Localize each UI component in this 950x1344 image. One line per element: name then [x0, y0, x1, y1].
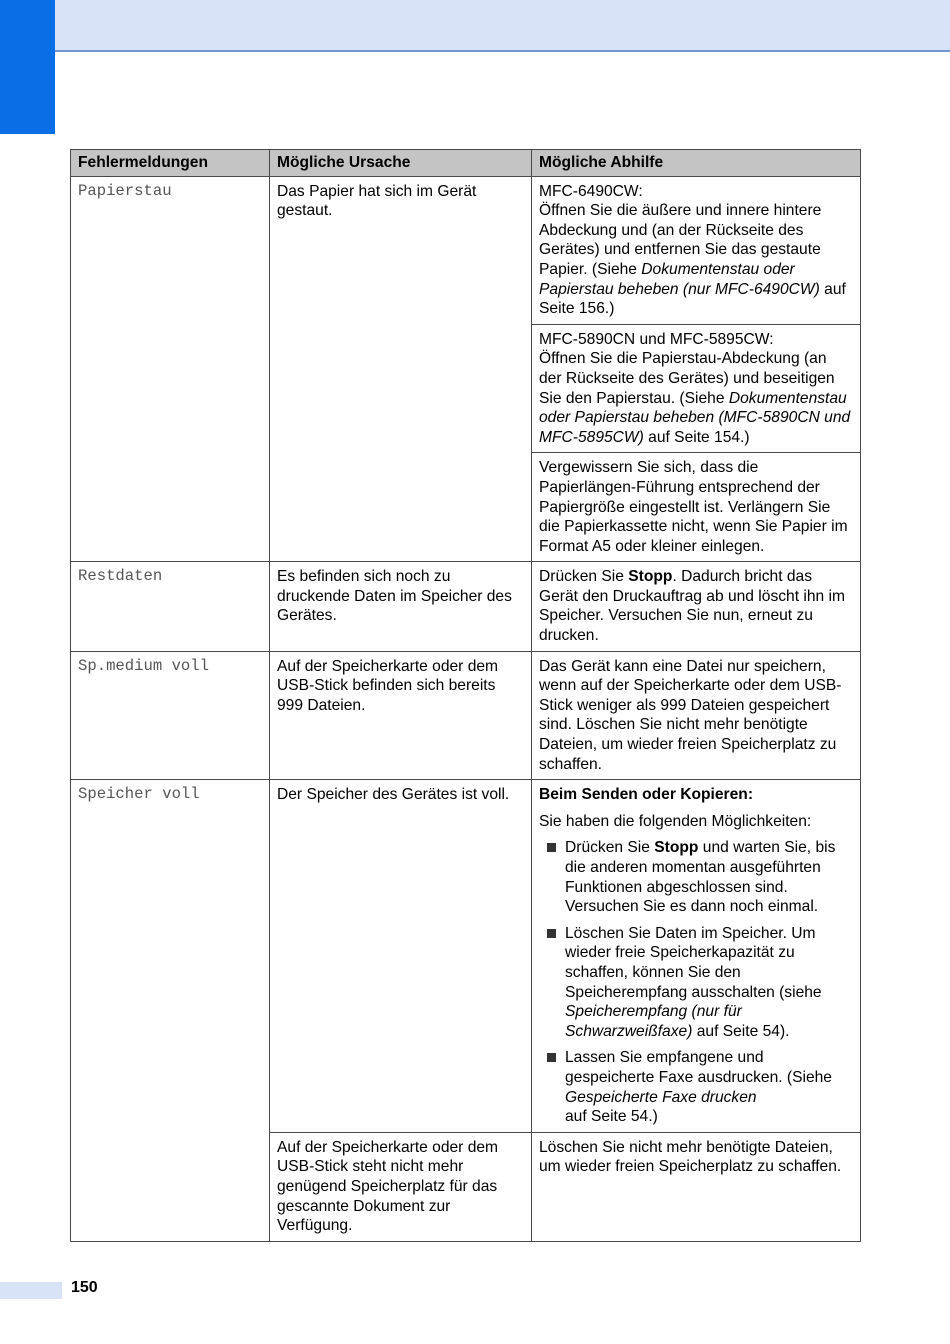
table-row [71, 780, 861, 1133]
remedy-cell: Das Gerät kann eine Datei nur speichern, wenn auf der Speicherkarte oder dem USB-Stick weniger als 999 Dateien gespeichert sind. Löschen Sie nicht mehr benötigte Dateien, um wieder freien Speicherplatz zu schaffen. [532, 651, 861, 780]
header-possible-remedy: Mögliche Abhilfe [532, 150, 861, 177]
cross-reference: Speicherempfang (nur für Schwarzweißfaxe) [565, 1003, 742, 1040]
page-number-bar [0, 1282, 62, 1299]
cause-cell: Es befinden sich noch zu druckende Daten im Speicher des Gerätes. [270, 562, 532, 651]
remedy-cell [532, 176, 861, 324]
remedy-text: Öffnen Sie die äußere und innere hintere Abdeckung und (an der Rückseite des Gerätes) und entfernen Sie das gestaute Papier. (Siehe Dokumentenstau oder Papierstau beheben (nur MFC-6490CW) auf Seite 156.) [539, 202, 846, 318]
bullet-square-icon [547, 1053, 556, 1062]
list-item: Löschen Sie Daten im Speicher. Um wieder freie Speicherkapazität zu schaffen, können Sie den Speicherempfang ausschalten (siehe Speicherempfang (nur für Schwarzweißfaxe) auf Seite 54). [539, 924, 853, 1042]
table-row [71, 651, 861, 780]
cause-cell: Das Papier hat sich im Gerät gestaut. [270, 176, 532, 562]
remedy-cell [532, 324, 861, 453]
error-message: Restdaten [71, 562, 270, 651]
header-error-messages: Fehlermeldungen [71, 150, 270, 177]
cause-cell: Der Speicher des Gerätes ist voll. [270, 780, 532, 1133]
remedy-heading: Beim Senden oder Kopieren: [539, 786, 754, 804]
table-row [71, 562, 861, 651]
cross-reference: Dokumentenstau oder Papierstau beheben (nur MFC-6490CW) [539, 260, 820, 298]
remedy-cell: Vergewissern Sie sich, dass die Papierlängen-Führung entsprechend der Papiergröße eingestellt ist. Verlängern Sie die Papierkassette nicht, wenn Sie Papier im Format A5 oder kleiner einlegen. [532, 453, 861, 562]
list-item: Lassen Sie empfangene und gespeicherte Faxe ausdrucken. (Siehe Gespeicherte Faxe drucken auf Seite 54.) [539, 1048, 853, 1126]
model-label: MFC-5890CN und MFC-5895CW: [539, 330, 774, 348]
error-messages-table [70, 149, 861, 1242]
error-message: Speicher voll [71, 780, 270, 1241]
error-message: Sp.medium voll [71, 651, 270, 780]
cause-cell: Auf der Speicherkarte oder dem USB-Stick steht nicht mehr genügend Speicherplatz für das gescannte Dokument zur Verfügung. [270, 1132, 532, 1241]
bullet-square-icon [547, 843, 556, 852]
key-label: Stopp [654, 839, 699, 857]
bullet-square-icon [547, 929, 556, 938]
list-item: Drücken Sie Stopp und warten Sie, bis die anderen momentan ausgeführten Funktionen abgeschlossen sind. Versuchen Sie es dann noch einmal. [539, 838, 853, 916]
chapter-tab [0, 0, 55, 134]
remedy-cell: Drücken Sie Stopp. Dadurch bricht das Gerät den Druckauftrag ab und löscht ihn im Speicher. Versuchen Sie nun, erneut zu drucken. [532, 562, 861, 651]
key-label: Stopp [628, 568, 673, 586]
header-band [55, 0, 950, 52]
remedy-text: Öffnen Sie die Papierstau-Abdeckung (an der Rückseite des Gerätes) und beseitigen Sie den Papierstau. (Siehe Dokumentenstau oder Papierstau beheben (MFC-5890CN und MFC-5895CW) auf Seite 154.) [539, 350, 851, 446]
header-possible-cause: Mögliche Ursache [270, 150, 532, 177]
model-label: MFC-6490CW: [539, 182, 643, 200]
cross-reference: Dokumentenstau oder Papierstau beheben (MFC-5890CN und MFC-5895CW) [539, 389, 851, 446]
table-row [71, 176, 861, 324]
error-message: Papierstau [71, 176, 270, 562]
cause-cell: Auf der Speicherkarte oder dem USB-Stick befinden sich bereits 999 Dateien. [270, 651, 532, 780]
page-number: 150 [71, 1279, 98, 1296]
remedy-cell [532, 780, 861, 1133]
remedy-intro: Sie haben die folgenden Möglichkeiten: [539, 812, 812, 830]
remedy-cell: Löschen Sie nicht mehr benötigte Dateien, um wieder freien Speicherplatz zu schaffen. [532, 1132, 861, 1241]
table-header-row [71, 150, 861, 177]
cross-reference: Gespeicherte Faxe drucken [565, 1088, 757, 1106]
